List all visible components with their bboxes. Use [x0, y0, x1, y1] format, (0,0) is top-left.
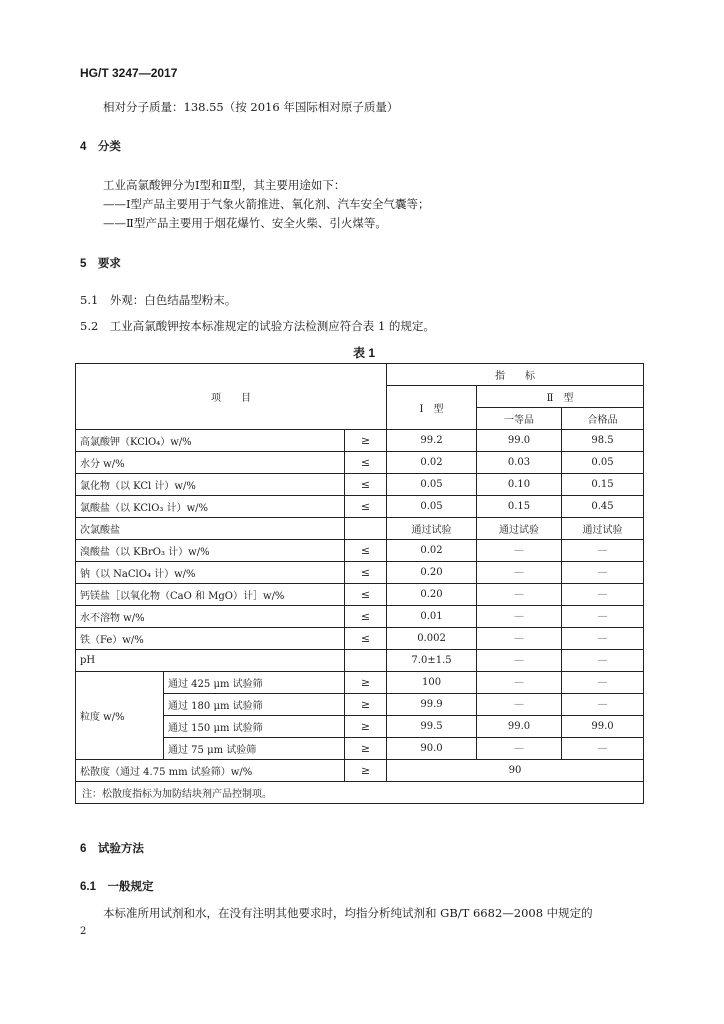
- table-row: [76, 584, 644, 606]
- row-first-grade-value: —: [477, 694, 562, 716]
- row-type1-value: 90.0: [387, 738, 477, 760]
- row-comparator: ≥: [345, 694, 387, 716]
- section-4-intro: 工业高氯酸钾分为Ⅰ型和Ⅱ型，其主要用途如下：: [103, 178, 346, 192]
- row-label: 氯酸盐（以 KClO₃ 计）w/%: [76, 496, 345, 518]
- row-qualified-value: 98.5: [562, 430, 644, 452]
- table-caption: 表 1: [353, 346, 376, 360]
- row-first-grade-value: —: [477, 672, 562, 694]
- header-type-1: Ⅰ 型: [387, 386, 477, 430]
- row-comparator: ≥: [345, 760, 387, 782]
- section-6-1-heading: 6.1 一般规定: [80, 881, 154, 893]
- row-type1-value: 0.05: [387, 474, 477, 496]
- table-header-row: [76, 364, 644, 386]
- row-first-grade-value: —: [477, 606, 562, 628]
- table-row: [76, 540, 644, 562]
- header-type-2: Ⅱ 型: [477, 386, 644, 408]
- row-type1-value: 0.02: [387, 452, 477, 474]
- row-qualified-value: —: [562, 738, 644, 760]
- section-4-heading: 4 分类: [80, 141, 121, 153]
- row-type1-value: 0.02: [387, 540, 477, 562]
- row-label: 铁（Fe）w/%: [76, 628, 345, 650]
- row-qualified-value: —: [562, 628, 644, 650]
- table-row: [76, 430, 644, 452]
- row-first-grade-value: —: [477, 584, 562, 606]
- row-qualified-value: —: [562, 584, 644, 606]
- row-qualified-value: 0.45: [562, 496, 644, 518]
- row-first-grade-value: —: [477, 562, 562, 584]
- table-row: [76, 496, 644, 518]
- row-label: 氯化物（以 KCl 计）w/%: [76, 474, 345, 496]
- row-comparator: [345, 518, 387, 540]
- row-first-grade-value: —: [477, 628, 562, 650]
- row-comparator: ≥: [345, 430, 387, 452]
- row-type1-value: 0.20: [387, 562, 477, 584]
- table-row: [76, 562, 644, 584]
- row-comparator: ≤: [345, 584, 387, 606]
- table-note: 注：松散度指标为加防结块剂产品控制项。: [76, 782, 644, 804]
- row-qualified-value: 0.15: [562, 474, 644, 496]
- table-row-granularity: [76, 672, 644, 694]
- row-first-grade-value: 0.03: [477, 452, 562, 474]
- document-id: HG/T 3247—2017: [80, 66, 178, 80]
- row-type1-value: 99.2: [387, 430, 477, 452]
- section-5-1: 5.1 外观：白色结晶型粉末。: [80, 293, 237, 307]
- row-type1-value: 通过试验: [387, 518, 477, 540]
- row-comparator: ≤: [345, 540, 387, 562]
- header-first-grade: 一等品: [477, 408, 562, 430]
- row-comparator: ≤: [345, 606, 387, 628]
- row-label: 水分 w/%: [76, 452, 345, 474]
- row-type1-value: 100: [387, 672, 477, 694]
- row-type1-value: 0.002: [387, 628, 477, 650]
- row-type1-value: 0.05: [387, 496, 477, 518]
- section-4-item-1: ——Ⅰ型产品主要用于气象火箭推进、氧化剂、汽车安全气囊等；: [103, 197, 430, 211]
- row-qualified-value: —: [562, 606, 644, 628]
- row-label: pH: [76, 650, 345, 672]
- molecular-mass-line: 相对分子质量：138.55（按 2016 年国际相对原子质量）: [103, 100, 399, 114]
- row-label: 钙镁盐［以氧化物（CaO 和 MgO）计］w/%: [76, 584, 345, 606]
- row-label: 通过 75 μm 试验筛: [164, 738, 345, 760]
- row-first-grade-value: 通过试验: [477, 518, 562, 540]
- table-row: [76, 650, 644, 672]
- page-number: 2: [80, 926, 87, 937]
- row-first-grade-value: —: [477, 650, 562, 672]
- row-label: 松散度（通过 4.75 mm 试验筛）w/%: [76, 760, 345, 782]
- row-label: 溴酸盐（以 KBrO₃ 计）w/%: [76, 540, 345, 562]
- row-comparator: ≤: [345, 496, 387, 518]
- table-row: [76, 628, 644, 650]
- row-comparator: ≥: [345, 716, 387, 738]
- header-qualified: 合格品: [562, 408, 644, 430]
- row-type1-value: 7.0±1.5: [387, 650, 477, 672]
- row-qualified-value: 99.0: [562, 716, 644, 738]
- row-qualified-value: 通过试验: [562, 518, 644, 540]
- row-comparator: [345, 650, 387, 672]
- section-6-1-text: 本标准所用试剂和水，在没有注明其他要求时，均指分析纯试剂和 GB/T 6682—2008 中规定的: [103, 906, 593, 920]
- row-type1-value: 99.9: [387, 694, 477, 716]
- row-type1-value: 0.20: [387, 584, 477, 606]
- section-5-heading: 5 要求: [80, 258, 121, 270]
- row-label: 钠（以 NaClO₄ 计）w/%: [76, 562, 345, 584]
- row-label: 水不溶物 w/%: [76, 606, 345, 628]
- granularity-label: 粒度 w/%: [76, 672, 164, 760]
- row-comparator: ≤: [345, 562, 387, 584]
- row-comparator: ≤: [345, 628, 387, 650]
- table-note-row: [76, 782, 644, 804]
- row-label: 通过 425 μm 试验筛: [164, 672, 345, 694]
- row-label: 高氯酸钾（KClO₄）w/%: [76, 430, 345, 452]
- table-row: [76, 474, 644, 496]
- row-type1-value: 0.01: [387, 606, 477, 628]
- row-first-grade-value: 0.15: [477, 496, 562, 518]
- row-comparator: ≤: [345, 452, 387, 474]
- table-row: [76, 518, 644, 540]
- row-value: 90: [387, 760, 644, 782]
- row-qualified-value: —: [562, 540, 644, 562]
- row-comparator: ≥: [345, 738, 387, 760]
- row-label: 通过 180 μm 试验筛: [164, 694, 345, 716]
- row-qualified-value: —: [562, 562, 644, 584]
- section-4-item-2: ——Ⅱ型产品主要用于烟花爆竹、安全火柴、引火煤等。: [103, 216, 387, 230]
- row-first-grade-value: 99.0: [477, 430, 562, 452]
- row-qualified-value: —: [562, 650, 644, 672]
- row-comparator: ≤: [345, 474, 387, 496]
- header-index: 指 标: [387, 364, 644, 386]
- section-5-2: 5.2 工业高氯酸钾按本标准规定的试验方法检测应符合表 1 的规定。: [80, 319, 435, 333]
- row-comparator: ≥: [345, 672, 387, 694]
- row-label: 次氯酸盐: [76, 518, 345, 540]
- row-first-grade-value: 99.0: [477, 716, 562, 738]
- row-first-grade-value: —: [477, 540, 562, 562]
- row-qualified-value: —: [562, 672, 644, 694]
- table-row: [76, 452, 644, 474]
- row-type1-value: 99.5: [387, 716, 477, 738]
- row-label: 通过 150 μm 试验筛: [164, 716, 345, 738]
- row-qualified-value: 0.05: [562, 452, 644, 474]
- section-6-heading: 6 试验方法: [80, 843, 144, 855]
- table-row: [76, 606, 644, 628]
- table-row-looseness: [76, 760, 644, 782]
- row-qualified-value: —: [562, 694, 644, 716]
- row-first-grade-value: —: [477, 738, 562, 760]
- header-item: 项 目: [76, 364, 387, 430]
- row-first-grade-value: 0.10: [477, 474, 562, 496]
- spec-table: [75, 363, 644, 804]
